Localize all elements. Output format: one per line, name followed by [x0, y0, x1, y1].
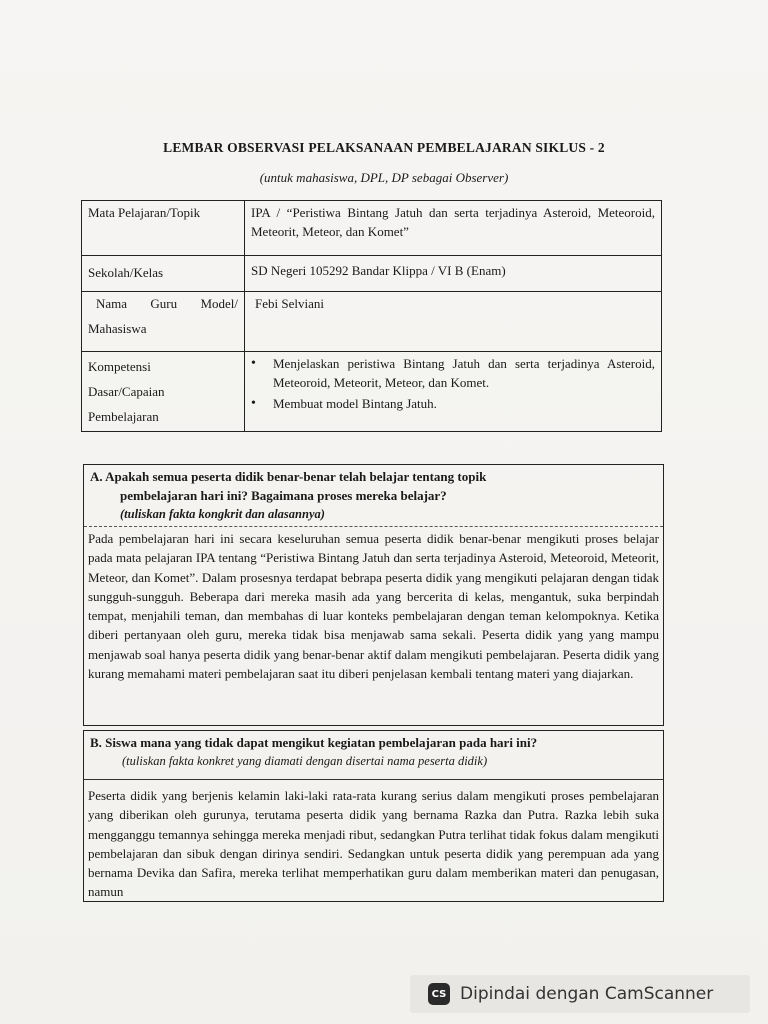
label-competency [82, 352, 245, 432]
table-row [82, 352, 662, 432]
label-competency-line3: Pembelajaran [88, 409, 159, 424]
info-table [81, 200, 662, 432]
label-teacher [82, 292, 245, 352]
label-teacher-line1: Nama Guru Model/ [96, 296, 238, 311]
section-a-question-line1: A. Apakah semua peserta didik benar-benar telah belajar tentang topik [90, 469, 487, 484]
value-school: SD Negeri 105292 Bandar Klippa / VI B (Enam) [245, 256, 662, 292]
value-competency [245, 352, 662, 432]
competency-list [251, 354, 655, 413]
section-a-hint: (tuliskan fakta kongkrit dan alasannya) [120, 507, 325, 521]
label-competency-line2: Dasar/Capaian [88, 384, 165, 399]
table-row [82, 256, 662, 292]
value-subject: IPA / “Peristiwa Bintang Jatuh dan serta terjadinya Asteroid, Meteoroid, Meteorit, Meteor, dan Komet” [245, 201, 662, 256]
camscanner-icon: CS [428, 983, 450, 1005]
camscanner-text: Dipindai dengan CamScanner [460, 984, 714, 1004]
section-b-hint: (tuliskan fakta konkret yang diamati dengan disertai nama peserta didik) [122, 754, 488, 768]
label-subject: Mata Pelajaran/Topik [82, 201, 245, 256]
label-school: Sekolah/Kelas [82, 256, 245, 292]
section-b-question [84, 731, 663, 780]
table-row [82, 201, 662, 256]
page-subtitle: (untuk mahasiswa, DPL, DP sebagai Observer) [259, 170, 509, 185]
section-a [83, 464, 664, 726]
section-a-answer: Pada pembelajaran hari ini secara keseluruhan semua peserta didik benar-benar mengikuti proses belajar pada mata pelajaran IPA tentang “Peristiwa Bintang Jatuh dan serta terjadinya Asteroid, Meteoroid, Meteorit, Meteor, dan Komet”. Dalam prosesnya terdapat bebrapa peserta didik yang mengikuti pelajaran dengan tidak sungguh-sungguh. Beberapa dari mereka masih ada yang bercerita di kelas, mengantuk, suka berpindah tempat, menjahili teman, dan membahas di luar konteks pembelajaran dengan teman kelompoknya. Ketika diberi pertanyaan oleh guru, mereka tidak bisa menjawab sama sekali. Peserta didik yang yang mampu menjawab soal hanya peserta didik yang benar-benar aktif dalam mengikuti pembelajaran. Peserta didik yang kurang memahami materi pembelajaran saat itu diberi penjelasan kembali tentang materi yang diajarkan. [88, 531, 659, 682]
section-b-question-line: B. Siswa mana yang tidak dapat mengikut kegiatan pembelajaran pada hari ini? [90, 735, 538, 750]
value-teacher: Febi Selviani [245, 292, 662, 352]
page-title: LEMBAR OBSERVASI PELAKSANAAN PEMBELAJARAN SIKLUS - 2 [163, 140, 605, 155]
list-item: • Membuat model Bintang Jatuh. [265, 394, 655, 413]
list-item: • Menjelaskan peristiwa Bintang Jatuh dan serta terjadinya Asteroid, Meteoroid, Meteorit, Meteor, dan Komet. [265, 354, 655, 392]
section-a-question [84, 465, 663, 527]
table-row [82, 292, 662, 352]
section-b-answer: Peserta didik yang berjenis kelamin laki-laki rata-rata kurang serius dalam mengikuti proses pembelajaran yang diberikan oleh gurunya, terutama peserta didik yang bernama Razka dan Putra. Razka lebih suka mengganggu temannya sehingga mereka menjadi ribut, sedangkan Putra terlihat tidak fokus dalam mengikuti pembelajaran dan sibuk dengan dirinya sendiri. Sedangkan untuk peserta didik yang perempuan ada yang bernama Devika dan Safira, mereka terlihat memperhatikan guru dalam memberikan materi dan penugasan, namun [88, 788, 659, 900]
label-competency-line1: Kompetensi [88, 359, 151, 374]
section-a-question-line2: pembelajaran hari ini? Bagaimana proses mereka belajar? [120, 488, 447, 503]
camscanner-watermark [410, 975, 750, 1013]
section-b [83, 730, 664, 902]
label-teacher-line2: Mahasiswa [88, 321, 147, 336]
